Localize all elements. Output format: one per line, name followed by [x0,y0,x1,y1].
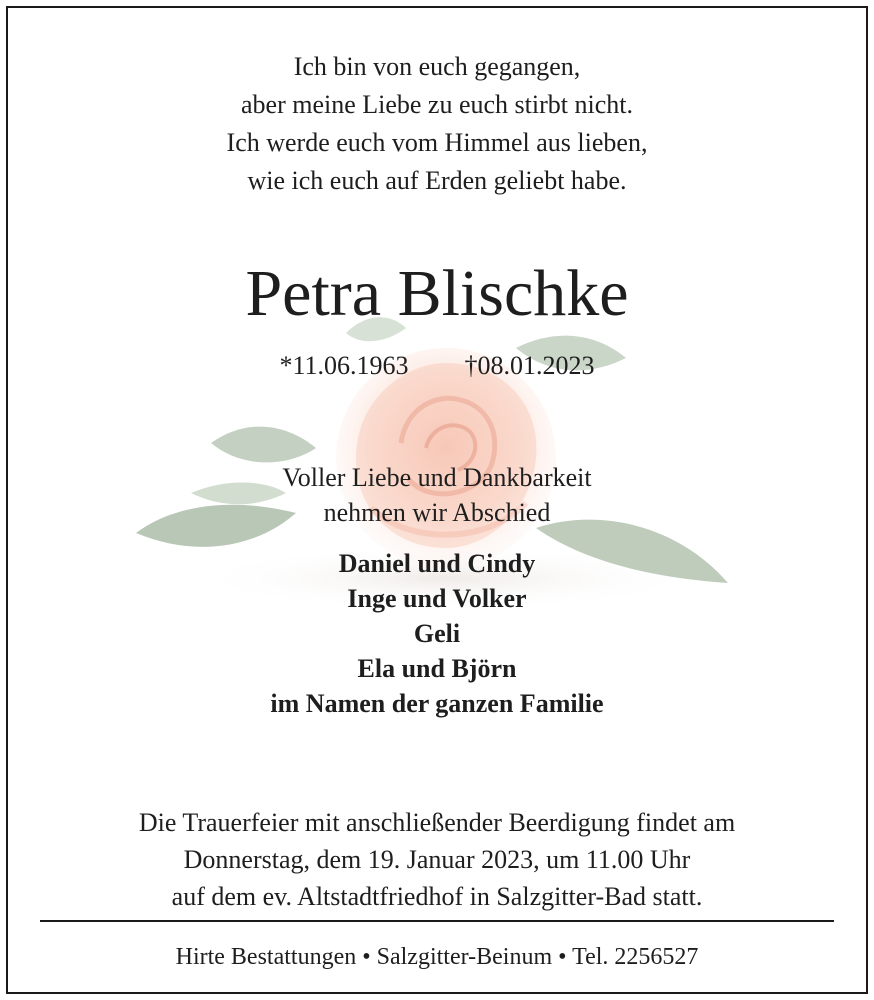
mourner: im Namen der ganzen Familie [270,689,604,718]
divider [40,920,834,922]
birth-date: *11.06.1963 [279,351,409,380]
mourner: Daniel und Cindy [338,549,536,578]
poem [8,48,866,200]
mourners-list [8,546,866,721]
death-date: †08.01.2023 [464,351,595,380]
mourner: Inge und Volker [347,584,527,613]
service-line: auf dem ev. Altstadtfriedhof in Salzgitter-Bad statt. [171,882,703,911]
service-line: Donnerstag, dem 19. Januar 2023, um 11.00 Uhr [183,845,691,874]
funeral-home-footer: Hirte Bestattungen • Salzgitter-Beinum • Tel. 2256527 [175,944,699,970]
service-line: Die Trauerfeier mit anschließender Beerdigung findet am [138,808,736,837]
life-dates [8,348,866,384]
poem-line: aber meine Liebe zu euch stirbt nicht. [240,90,633,119]
mourner: Ela und Björn [357,654,517,683]
farewell-line: Voller Liebe und Dankbarkeit [282,463,592,492]
deceased-name: Petra Blischke [245,257,629,330]
farewell-line: nehmen wir Abschied [323,498,551,527]
poem-line: wie ich euch auf Erden geliebt habe. [247,166,627,195]
poem-line: Ich bin von euch gegangen, [293,52,581,81]
farewell-text [8,460,866,530]
mourner: Geli [413,619,461,648]
poem-line: Ich werde euch vom Himmel aus lieben, [226,128,648,157]
service-details [8,804,866,915]
obituary-notice [6,6,868,994]
